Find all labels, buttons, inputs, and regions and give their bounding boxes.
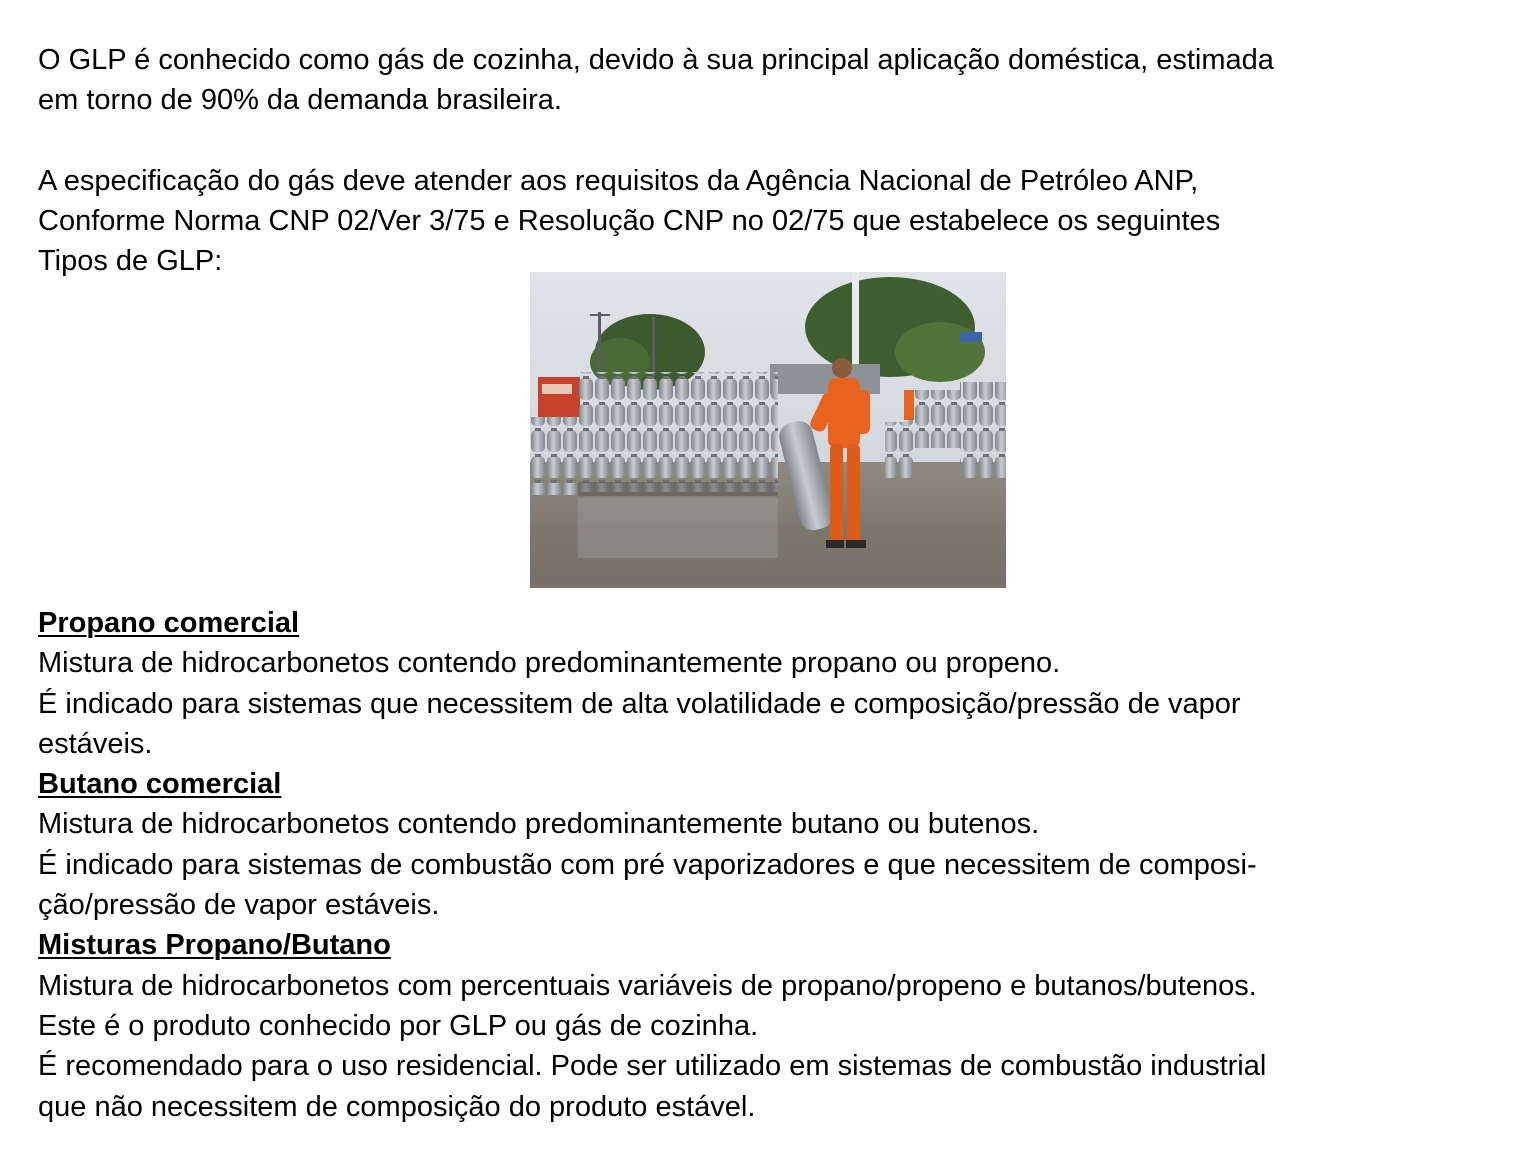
- cylinder-stack-center: [578, 372, 778, 492]
- background-worker: [904, 390, 914, 420]
- section-line: É recomendado para o uso residencial. Pode ser utilizado em sistemas de combustão industrial: [38, 1050, 1267, 1083]
- section-line: que não necessitem de composição do produto estável.: [38, 1090, 756, 1123]
- section-line: Este é o produto conhecido por GLP ou gás de cozinha.: [38, 1009, 759, 1042]
- paragraph-gap: [38, 121, 1508, 161]
- section-title: Misturas Propano/Butano: [38, 929, 391, 962]
- photo-illustration: [530, 272, 1006, 588]
- gas-types-list: [38, 603, 1508, 1127]
- intro-line-2: em torno de 90% da demanda brasileira.: [38, 84, 562, 117]
- section-butano: [38, 764, 1508, 925]
- water-reflection: [578, 498, 778, 558]
- spec-line-3: Tipos de GLP:: [38, 245, 223, 278]
- cylinder-stack-left: [530, 417, 580, 495]
- section-line: É indicado para sistemas que necessitem de alta volatilidade e composição/pressão de vapor: [38, 687, 1241, 720]
- section-line: Mistura de hidrocarbonetos com percentuais variáveis de propano/propeno e butanos/butenos.: [38, 969, 1257, 1002]
- cylinder-stack-far-right: [960, 382, 1006, 480]
- section-line: Mistura de hidrocarbonetos contendo predominantemente propano ou propeno.: [38, 647, 1061, 680]
- section-title: Butano comercial: [38, 768, 282, 801]
- worker-moving-gas-cylinders-photo: [530, 272, 1006, 588]
- section-line: É indicado para sistemas de combustão com pré vaporizadores e que necessitem de composi-: [38, 848, 1257, 881]
- cylinder-stack-right: [908, 390, 966, 448]
- document-body: [38, 40, 1508, 281]
- section-line: Mistura de hidrocarbonetos contendo predominantemente butano ou butenos.: [38, 808, 1040, 841]
- section-propano: [38, 603, 1508, 764]
- red-truck: [538, 377, 580, 417]
- spec-line-2: Conforme Norma CNP 02/Ver 3/75 e Resolução CNP no 02/75 que estabelece os seguintes: [38, 204, 1221, 237]
- section-title: Propano comercial: [38, 607, 300, 639]
- section-line: ção/pressão de vapor estáveis.: [38, 889, 440, 922]
- section-line: estáveis.: [38, 727, 153, 760]
- section-misturas: [38, 925, 1508, 1126]
- intro-line-1: O GLP é conhecido como gás de cozinha, devido à sua principal aplicação doméstica, estimada: [38, 44, 1274, 76]
- road-sign: [960, 332, 982, 342]
- spec-line-1: A especificação do gás deve atender aos requisitos da Agência Nacional de Petróleo ANP,: [38, 164, 1199, 197]
